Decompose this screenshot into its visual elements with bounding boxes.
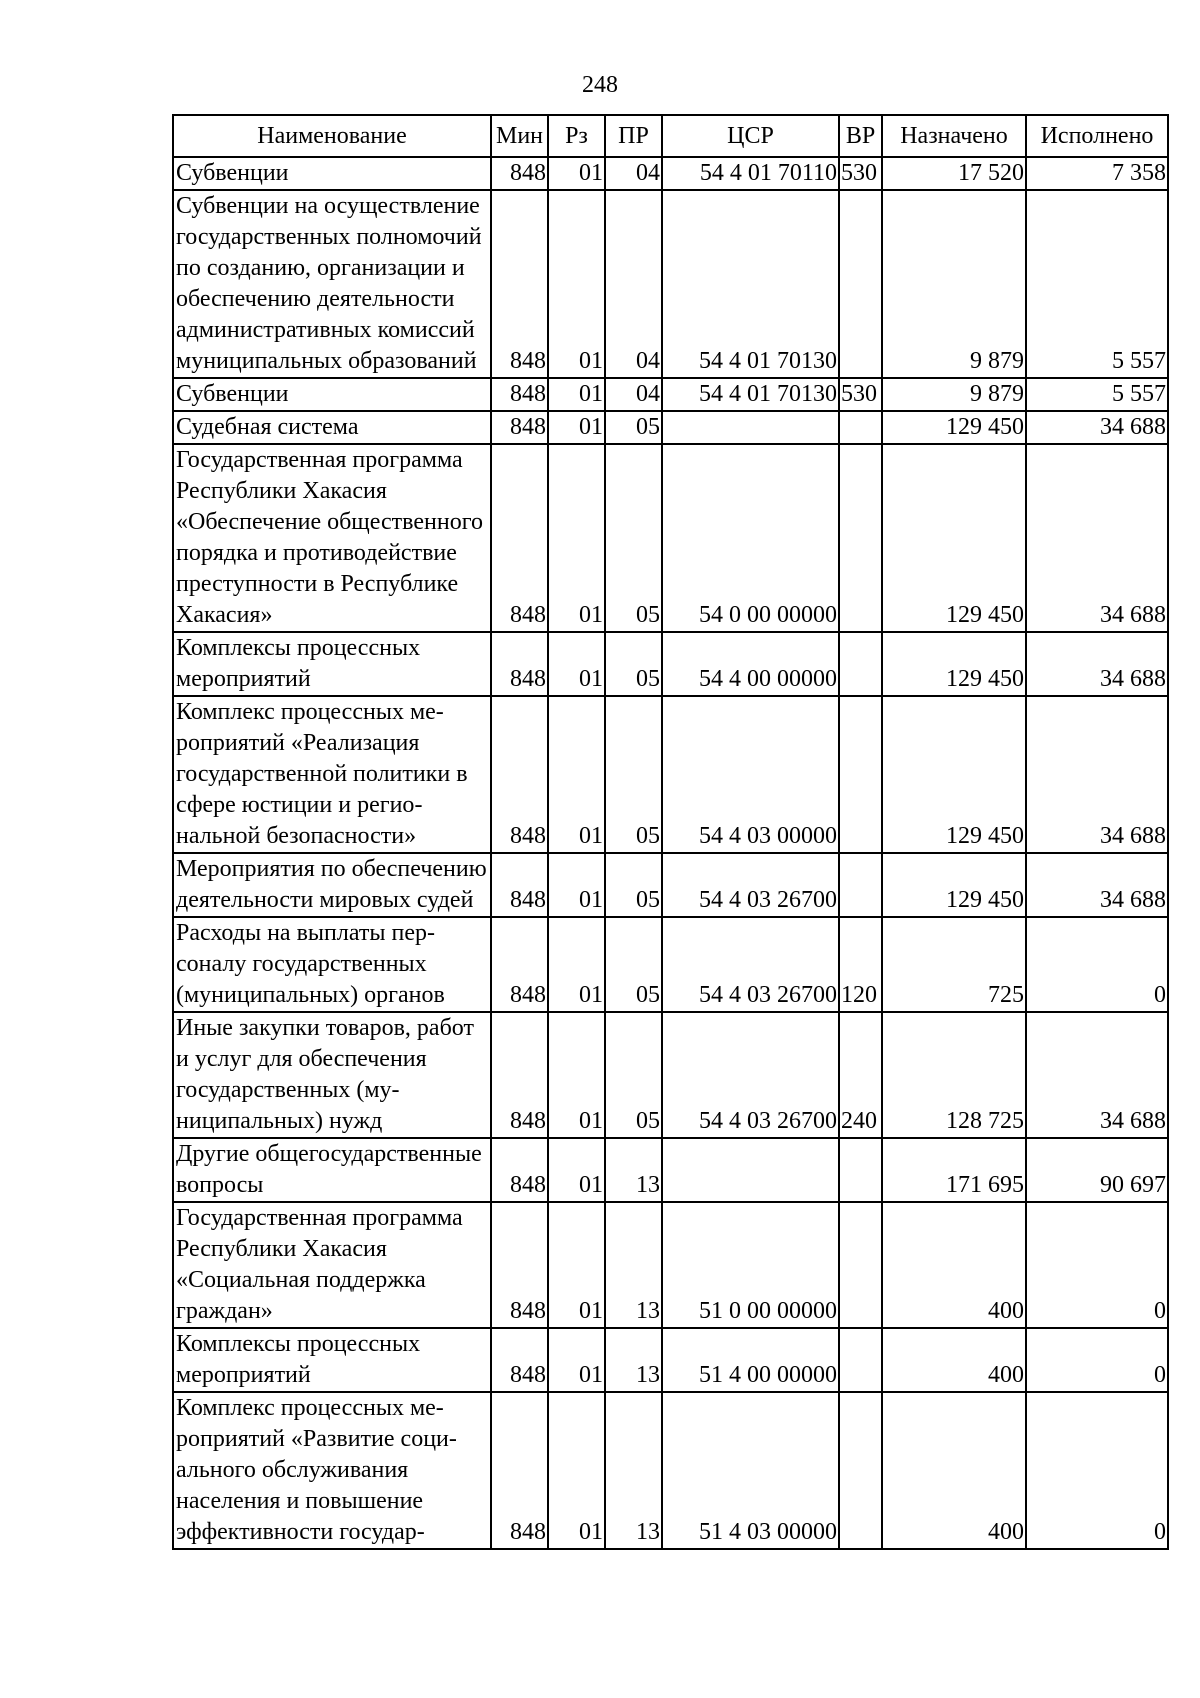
cell-executed: 0 xyxy=(1026,1202,1168,1328)
cell-name: Судебная система xyxy=(173,411,491,444)
cell-vr xyxy=(839,190,882,378)
cell-rz: 01 xyxy=(548,1202,605,1328)
cell-executed: 0 xyxy=(1026,1392,1168,1549)
cell-csr: 54 4 01 70130 xyxy=(662,378,839,411)
cell-executed: 34 688 xyxy=(1026,853,1168,917)
cell-assigned: 129 450 xyxy=(882,411,1026,444)
cell-pr: 05 xyxy=(605,853,662,917)
cell-executed: 5 557 xyxy=(1026,190,1168,378)
cell-name: Субвенции xyxy=(173,378,491,411)
column-header-executed: Исполнено xyxy=(1026,115,1168,157)
cell-min: 848 xyxy=(491,1202,548,1328)
cell-pr: 04 xyxy=(605,190,662,378)
cell-csr: 54 4 00 00000 xyxy=(662,632,839,696)
cell-assigned: 9 879 xyxy=(882,190,1026,378)
cell-pr: 04 xyxy=(605,157,662,190)
table-row xyxy=(173,1392,1168,1549)
cell-pr: 04 xyxy=(605,378,662,411)
cell-rz: 01 xyxy=(548,157,605,190)
cell-assigned: 128 725 xyxy=(882,1012,1026,1138)
column-header-min: Мин xyxy=(491,115,548,157)
cell-name: Комплексы процессных мероприятий xyxy=(173,632,491,696)
cell-rz: 01 xyxy=(548,190,605,378)
cell-pr: 13 xyxy=(605,1202,662,1328)
cell-vr xyxy=(839,1202,882,1328)
column-header-pr: ПР xyxy=(605,115,662,157)
cell-vr xyxy=(839,632,882,696)
cell-vr xyxy=(839,1328,882,1392)
cell-assigned: 129 450 xyxy=(882,444,1026,632)
page-number: 248 xyxy=(582,72,618,98)
cell-csr: 54 4 01 70130 xyxy=(662,190,839,378)
cell-assigned: 9 879 xyxy=(882,378,1026,411)
cell-assigned: 725 xyxy=(882,917,1026,1012)
table-header-row xyxy=(173,115,1168,157)
cell-pr: 05 xyxy=(605,696,662,853)
cell-min: 848 xyxy=(491,411,548,444)
cell-executed: 34 688 xyxy=(1026,411,1168,444)
cell-csr: 51 4 03 00000 xyxy=(662,1392,839,1549)
cell-name: Расходы на выплаты персоналу государственных (муниципальных) органов xyxy=(173,917,491,1012)
cell-name: Субвенции xyxy=(173,157,491,190)
cell-vr xyxy=(839,1392,882,1549)
table-row xyxy=(173,1138,1168,1202)
cell-name: Другие общегосударственные вопросы xyxy=(173,1138,491,1202)
cell-pr: 05 xyxy=(605,1012,662,1138)
cell-executed: 0 xyxy=(1026,1328,1168,1392)
cell-min: 848 xyxy=(491,157,548,190)
cell-vr xyxy=(839,853,882,917)
cell-vr xyxy=(839,444,882,632)
table-row xyxy=(173,190,1168,378)
column-header-assigned: Назначено xyxy=(882,115,1026,157)
cell-min: 848 xyxy=(491,444,548,632)
table-row xyxy=(173,378,1168,411)
cell-csr: 54 4 03 26700 xyxy=(662,853,839,917)
table-row xyxy=(173,696,1168,853)
cell-name: Комплекс процессных мероприятий «Реализация государственной политики в сфере юстиции и региональной безопасности» xyxy=(173,696,491,853)
cell-rz: 01 xyxy=(548,1392,605,1549)
cell-min: 848 xyxy=(491,853,548,917)
cell-rz: 01 xyxy=(548,917,605,1012)
table-row xyxy=(173,157,1168,190)
cell-executed: 34 688 xyxy=(1026,444,1168,632)
cell-csr: 54 4 03 26700 xyxy=(662,1012,839,1138)
cell-rz: 01 xyxy=(548,444,605,632)
cell-executed: 5 557 xyxy=(1026,378,1168,411)
cell-rz: 01 xyxy=(548,1012,605,1138)
cell-pr: 13 xyxy=(605,1328,662,1392)
cell-executed: 34 688 xyxy=(1026,632,1168,696)
table-row xyxy=(173,917,1168,1012)
cell-min: 848 xyxy=(491,190,548,378)
cell-vr: 530 xyxy=(839,378,882,411)
cell-vr: 240 xyxy=(839,1012,882,1138)
cell-rz: 01 xyxy=(548,696,605,853)
column-header-name: Наименование xyxy=(173,115,491,157)
cell-csr: 54 4 03 00000 xyxy=(662,696,839,853)
cell-assigned: 129 450 xyxy=(882,632,1026,696)
cell-assigned: 171 695 xyxy=(882,1138,1026,1202)
table-row xyxy=(173,1328,1168,1392)
cell-assigned: 129 450 xyxy=(882,853,1026,917)
table-row xyxy=(173,444,1168,632)
cell-vr: 120 xyxy=(839,917,882,1012)
cell-min: 848 xyxy=(491,378,548,411)
cell-min: 848 xyxy=(491,696,548,853)
cell-name: Комплексы процессных мероприятий xyxy=(173,1328,491,1392)
table-row xyxy=(173,411,1168,444)
cell-assigned: 400 xyxy=(882,1392,1026,1549)
cell-min: 848 xyxy=(491,1392,548,1549)
cell-rz: 01 xyxy=(548,1138,605,1202)
cell-executed: 34 688 xyxy=(1026,1012,1168,1138)
cell-csr: 51 4 00 00000 xyxy=(662,1328,839,1392)
cell-csr: 54 0 00 00000 xyxy=(662,444,839,632)
column-header-vr: ВР xyxy=(839,115,882,157)
cell-pr: 13 xyxy=(605,1392,662,1549)
cell-min: 848 xyxy=(491,1012,548,1138)
column-header-csr: ЦСР xyxy=(662,115,839,157)
cell-executed: 7 358 xyxy=(1026,157,1168,190)
table-row xyxy=(173,1202,1168,1328)
cell-vr xyxy=(839,1138,882,1202)
cell-assigned: 17 520 xyxy=(882,157,1026,190)
cell-pr: 05 xyxy=(605,917,662,1012)
table-row xyxy=(173,853,1168,917)
cell-csr: 51 0 00 00000 xyxy=(662,1202,839,1328)
cell-pr: 13 xyxy=(605,1138,662,1202)
cell-pr: 05 xyxy=(605,411,662,444)
cell-min: 848 xyxy=(491,1138,548,1202)
cell-pr: 05 xyxy=(605,444,662,632)
column-header-rz: Рз xyxy=(548,115,605,157)
budget-table xyxy=(172,114,1169,1550)
cell-csr xyxy=(662,1138,839,1202)
cell-name: Комплекс процессных мероприятий «Развитие социального обслуживания населения и повышение эффективности государ- xyxy=(173,1392,491,1549)
cell-min: 848 xyxy=(491,632,548,696)
cell-rz: 01 xyxy=(548,1328,605,1392)
cell-assigned: 400 xyxy=(882,1202,1026,1328)
cell-executed: 34 688 xyxy=(1026,696,1168,853)
cell-csr xyxy=(662,411,839,444)
cell-rz: 01 xyxy=(548,411,605,444)
cell-name: Иные закупки товаров, работ и услуг для обеспечения государственных (муниципальных) нужд xyxy=(173,1012,491,1138)
cell-name: Государственная программа Республики Хакасия «Социальная поддержка граждан» xyxy=(173,1202,491,1328)
cell-assigned: 129 450 xyxy=(882,696,1026,853)
cell-name: Мероприятия по обеспечению деятельности мировых судей xyxy=(173,853,491,917)
cell-rz: 01 xyxy=(548,378,605,411)
table-row xyxy=(173,1012,1168,1138)
cell-vr xyxy=(839,696,882,853)
cell-csr: 54 4 01 70110 xyxy=(662,157,839,190)
cell-rz: 01 xyxy=(548,853,605,917)
table-row xyxy=(173,632,1168,696)
cell-min: 848 xyxy=(491,917,548,1012)
cell-assigned: 400 xyxy=(882,1328,1026,1392)
cell-pr: 05 xyxy=(605,632,662,696)
cell-name: Государственная программа Республики Хакасия «Обеспечение общественного порядка и противодействие преступности в Республике Хакасия» xyxy=(173,444,491,632)
cell-min: 848 xyxy=(491,1328,548,1392)
table-body xyxy=(173,157,1168,1549)
cell-rz: 01 xyxy=(548,632,605,696)
cell-csr: 54 4 03 26700 xyxy=(662,917,839,1012)
cell-executed: 90 697 xyxy=(1026,1138,1168,1202)
cell-vr: 530 xyxy=(839,157,882,190)
cell-executed: 0 xyxy=(1026,917,1168,1012)
cell-name: Субвенции на осуществление государственных полномочий по созданию, организации и обеспечению деятельности административных комиссий муниципальных образований xyxy=(173,190,491,378)
cell-vr xyxy=(839,411,882,444)
